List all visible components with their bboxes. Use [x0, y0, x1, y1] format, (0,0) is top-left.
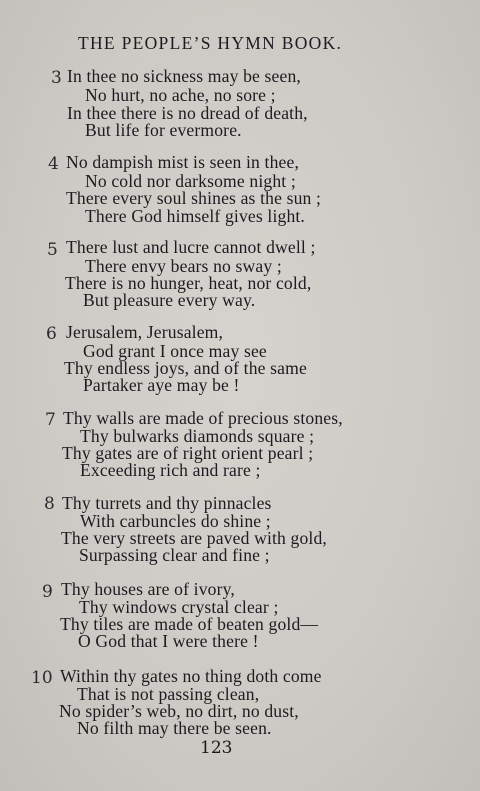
stanza-number: 4 — [48, 154, 59, 174]
hymn-line: There God himself gives light. — [85, 206, 305, 226]
hymn-line: No filth may there be seen. — [77, 718, 272, 738]
stanza-number: 8 — [44, 494, 55, 514]
hymn-line: There is no hunger, heat, nor cold, — [65, 273, 312, 293]
hymn-line: In thee there is no dread of death, — [67, 103, 308, 123]
hymn-line: Surpassing clear and fine ; — [79, 545, 270, 565]
hymn-line: With carbuncles do shine ; — [80, 511, 271, 531]
running-head: THE PEOPLE’S HYMN BOOK. — [78, 33, 343, 53]
stanza-number: 6 — [46, 324, 57, 344]
page-number: 123 — [200, 738, 233, 758]
hymn-line: Thy windows crystal clear ; — [79, 597, 279, 617]
stanza-number: 9 — [42, 582, 53, 602]
hymn-line: There envy bears no sway ; — [85, 256, 282, 276]
hymn-line: No dampish mist is seen in thee, — [66, 152, 300, 172]
stanza-number: 5 — [47, 240, 58, 260]
hymn-line: But life for evermore. — [85, 120, 242, 140]
stanza-number: 10 — [31, 668, 53, 688]
hymn-line: No hurt, no ache, no sore ; — [85, 85, 276, 105]
stanza-number: 7 — [45, 410, 56, 430]
hymn-line: In thee no sickness may be seen, — [67, 66, 301, 86]
hymn-line: Thy tiles are made of beaten gold— — [60, 614, 319, 634]
hymn-line: Partaker aye may be ! — [83, 375, 240, 395]
hymn-line: There lust and lucre cannot dwell ; — [66, 237, 316, 257]
hymn-line: Thy endless joys, and of the same — [64, 358, 307, 378]
hymn-line: The very streets are paved with gold, — [61, 528, 327, 548]
hymn-line: But pleasure every way. — [83, 290, 256, 310]
hymn-line: Thy bulwarks diamonds square ; — [80, 426, 315, 446]
hymn-line: Thy gates are of right orient pearl ; — [62, 443, 314, 463]
hymn-line: No spider’s web, no dirt, no dust, — [59, 701, 299, 721]
hymn-line: There every soul shines as the sun ; — [66, 188, 322, 208]
hymn-line: Thy houses are of ivory, — [61, 579, 235, 599]
hymn-line: That is not passing clean, — [77, 684, 260, 704]
stanza-number: 3 — [51, 68, 62, 88]
hymn-line: God grant I once may see — [83, 341, 267, 361]
hymn-line: Within thy gates no thing doth come — [60, 666, 322, 686]
hymn-line: No cold nor darksome night ; — [85, 171, 296, 191]
hymn-line: Thy walls are made of precious stones, — [63, 408, 343, 428]
hymn-line: Thy turrets and thy pinnacles — [62, 493, 272, 513]
hymn-line: Jerusalem, Jerusalem, — [66, 322, 224, 342]
hymn-line: Exceeding rich and rare ; — [80, 460, 261, 480]
hymn-line: O God that I were there ! — [78, 631, 259, 651]
